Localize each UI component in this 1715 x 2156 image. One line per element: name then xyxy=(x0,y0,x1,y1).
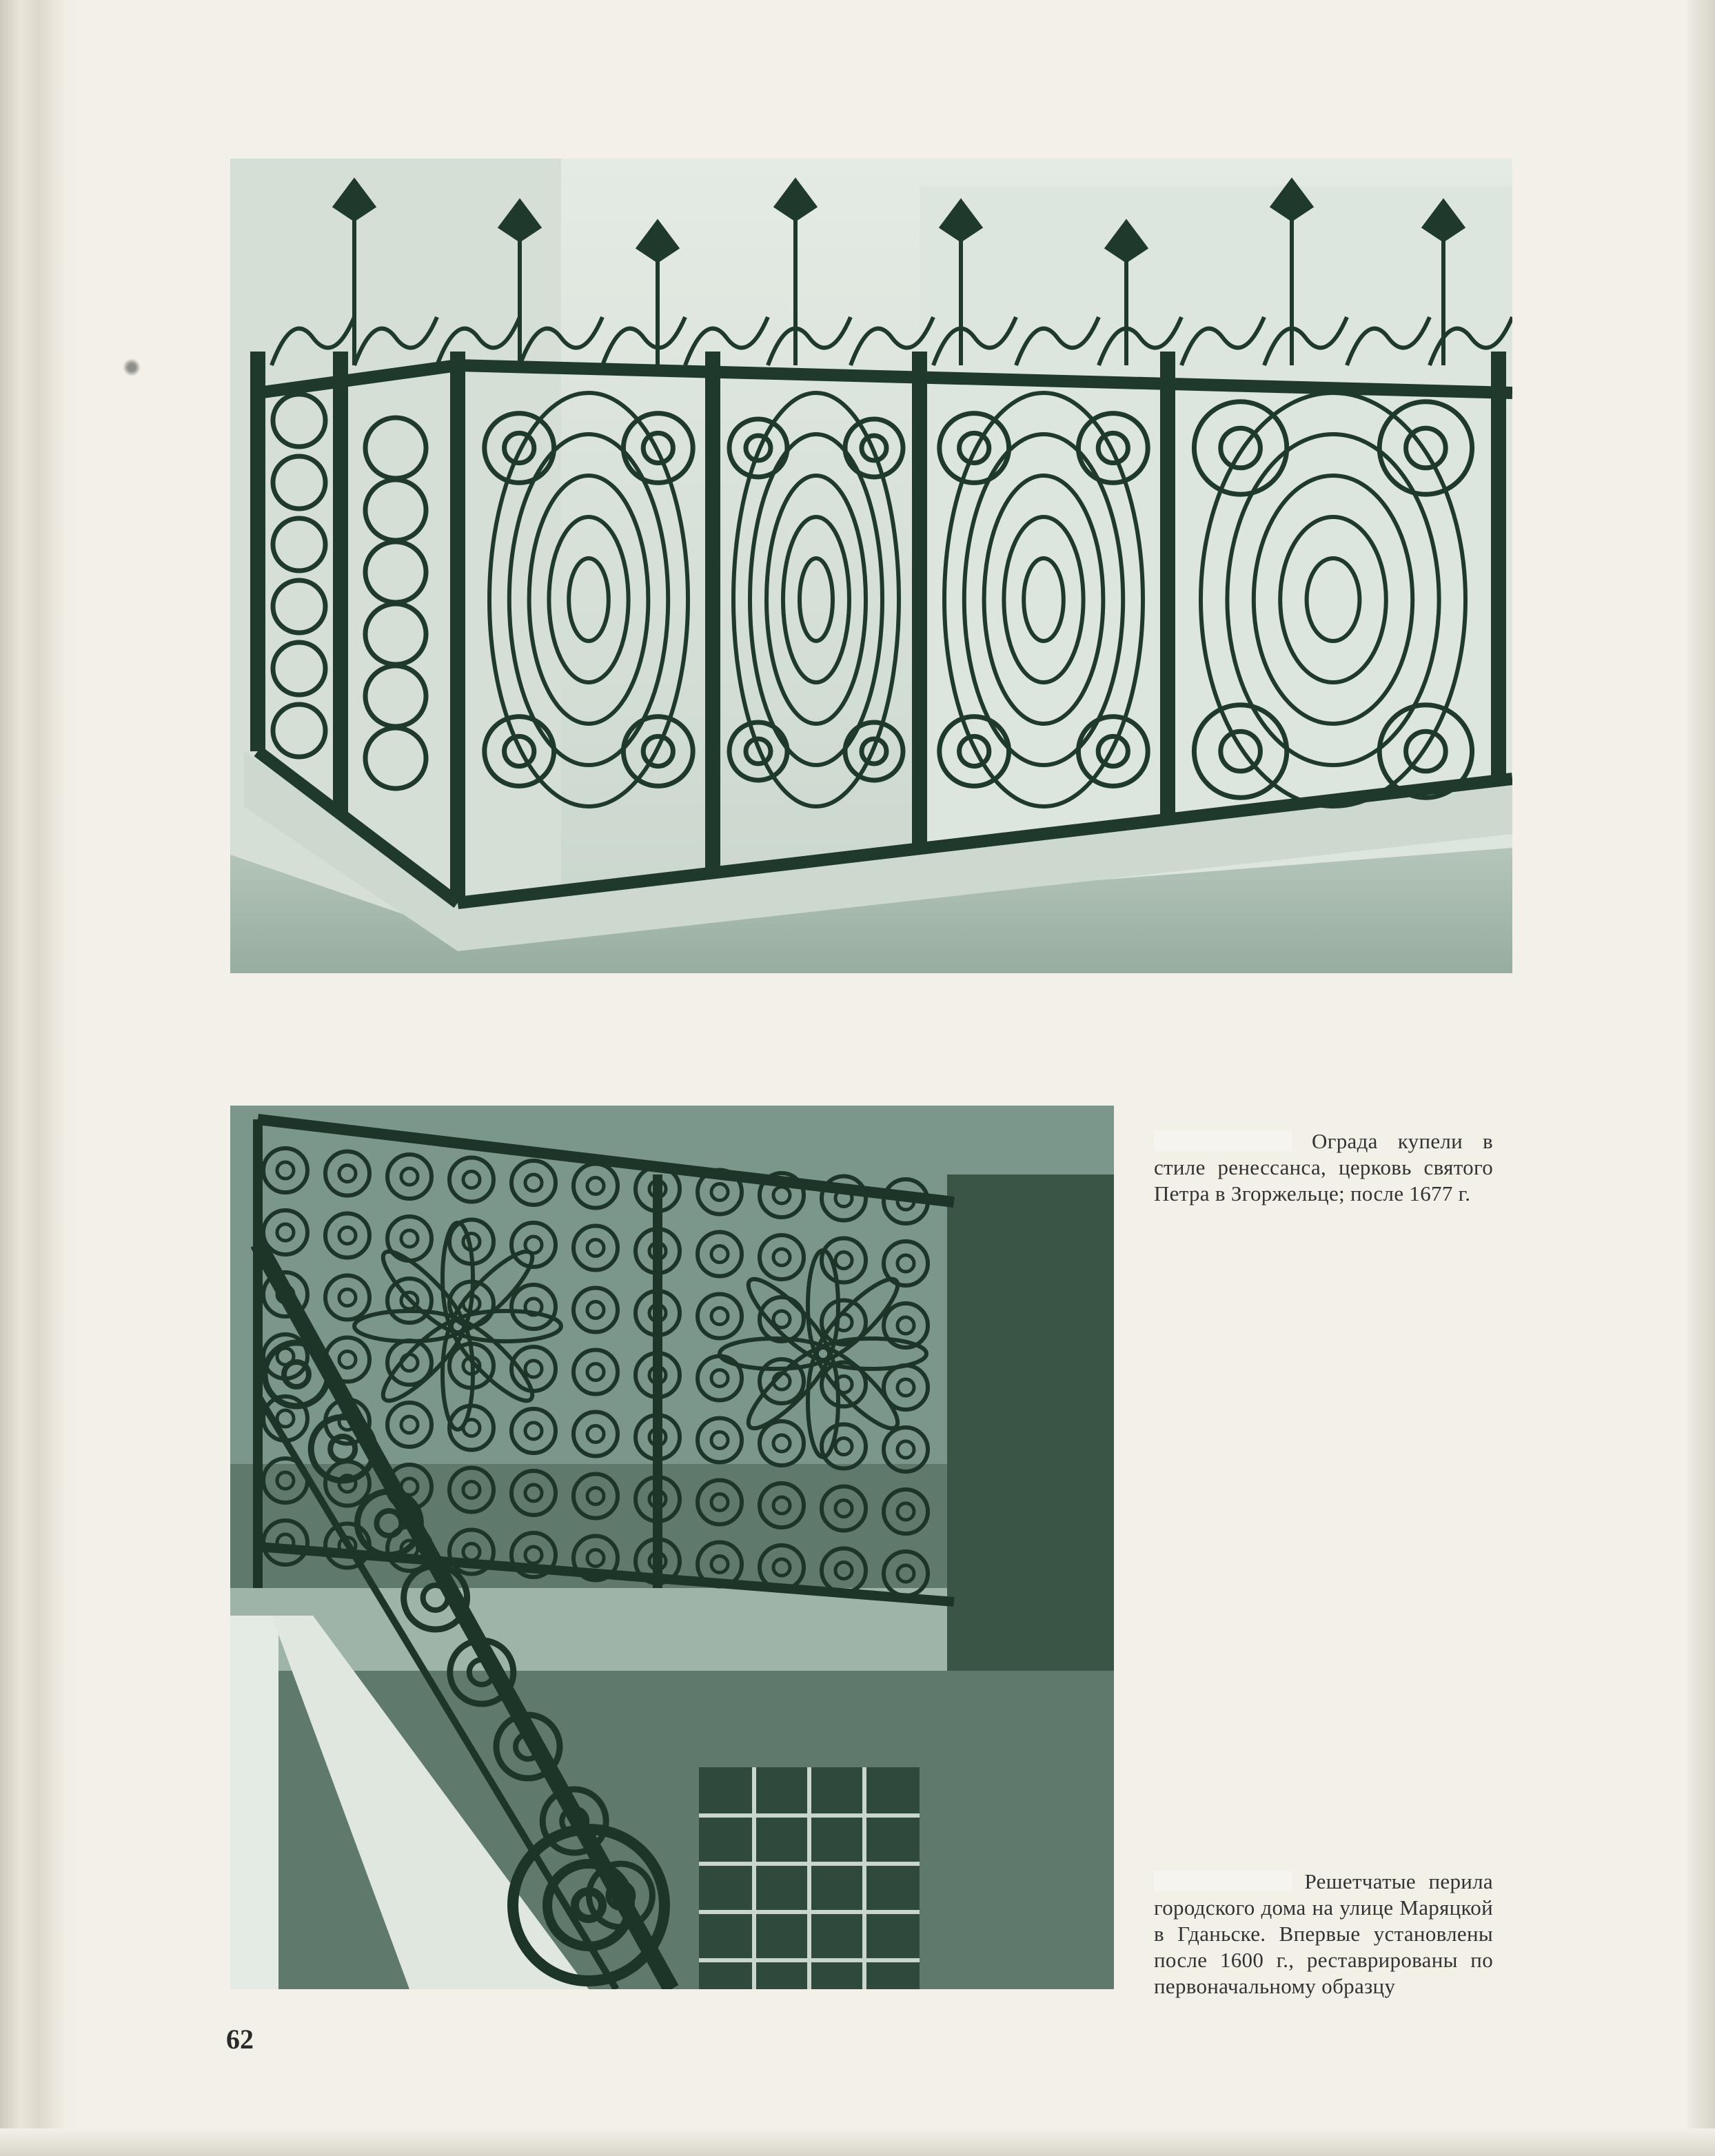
page-bottom-edge xyxy=(0,2128,1715,2156)
doorway-pillar xyxy=(947,1174,1114,1671)
figure-number-mark xyxy=(1154,1130,1292,1151)
figure-number-mark xyxy=(1154,1871,1292,1891)
photo-baptismal-font-fence xyxy=(230,159,1512,973)
fence-illustration xyxy=(230,159,1512,973)
book-spine-edge xyxy=(0,0,83,2156)
photo-staircase-railing xyxy=(230,1106,1114,1989)
railing-illustration xyxy=(230,1106,1114,1989)
page-number: 62 xyxy=(226,2024,254,2055)
caption-text: Решетчатые перила городского дома на улице Маряцкой в Гданьске. Впервые установлены после 1600 г., реставрированы по первоначальному образцу xyxy=(1154,1869,1493,1998)
caption-baptismal-font-fence xyxy=(1154,1128,1493,1207)
caption-staircase-railing xyxy=(1154,1869,1493,2000)
stair-wall-left xyxy=(230,1616,278,1989)
page-right-edge xyxy=(1687,0,1715,2156)
caption-text: Ограда купели в стиле ренессанса, церковь святого Петра в Згоржельце; после 1677 г. xyxy=(1154,1129,1493,1206)
paper-smudge xyxy=(123,358,141,376)
